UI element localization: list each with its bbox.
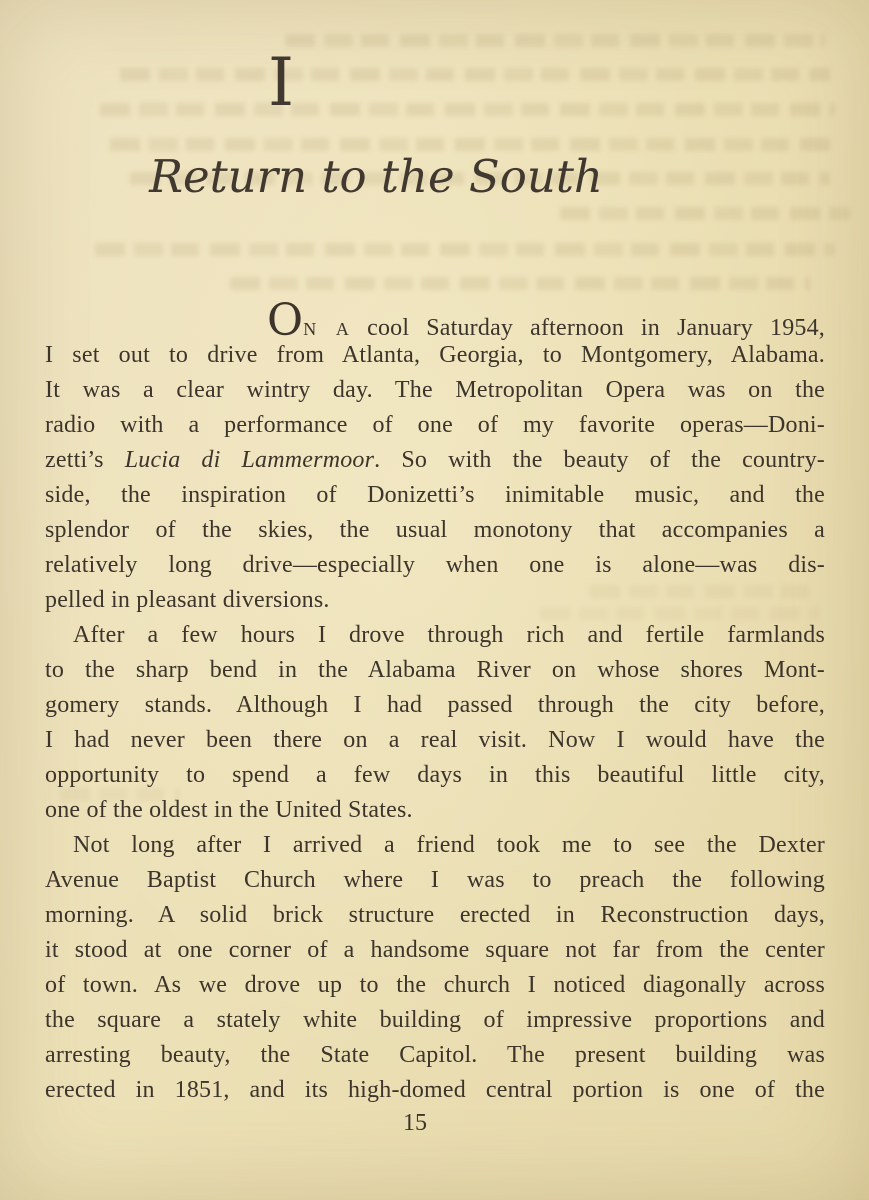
text-segment: I had never been there on a real visit. Now I would have the (45, 727, 825, 753)
text-line (45, 583, 825, 618)
bleed-through-line (230, 277, 810, 290)
text-segment: arresting beauty, the State Capitol. The present building was (45, 1042, 825, 1068)
text-line (45, 933, 825, 968)
text-line (45, 968, 825, 1003)
text-line (45, 618, 825, 653)
drop-initial: O (267, 295, 304, 346)
text-segment: gomery stands. Although I had passed through the city before, (45, 692, 825, 718)
italic-text: Lucia di Lammermoor (124, 447, 375, 473)
text-line (45, 1003, 825, 1038)
bleed-through-line (285, 34, 825, 47)
text-line (45, 793, 825, 828)
text-line (45, 548, 825, 583)
page-number: 15 (403, 1110, 427, 1136)
text-segment: Avenue Baptist Church where I was to preach the following (45, 867, 825, 893)
text-segment: After a few hours I drove through rich and fertile farmlands (73, 622, 825, 648)
text-segment: radio with a performance of one of my favorite operas—Doni- (45, 412, 825, 438)
text-segment: pelled in pleasant diversions. (45, 587, 330, 613)
text-segment: zetti’s (45, 447, 125, 473)
text-line (45, 1038, 825, 1073)
text-line (45, 373, 825, 408)
text-line (45, 1073, 825, 1108)
text-segment: cool Saturday afternoon in January 1954, (350, 315, 825, 341)
text-line (45, 688, 825, 723)
bleed-through-line (95, 243, 835, 256)
text-line (45, 653, 825, 688)
chapter-numeral: I (267, 44, 295, 121)
bleed-through-line (560, 207, 850, 220)
text-segment: morning. A solid brick structure erected in Reconstruction days, (45, 902, 825, 928)
text-segment: I set out to drive from Atlanta, Georgia, to Montgomery, Alabama. (45, 342, 825, 368)
text-line (45, 443, 825, 478)
text-line (45, 898, 825, 933)
chapter-title: Return to the South (149, 150, 603, 203)
text-segment: it stood at one corner of a handsome square not far from the center (45, 937, 825, 963)
text-line (45, 295, 825, 346)
text-segment: It was a clear wintry day. The Metropolitan Opera was on the (45, 377, 825, 403)
small-caps-text: n a (303, 314, 351, 341)
text-segment: to the sharp bend in the Alabama River on whose shores Mont- (45, 657, 825, 683)
text-segment: opportunity to spend a few days in this beautiful little city, (45, 762, 825, 788)
text-line (45, 478, 825, 513)
text-segment: erected in 1851, and its high-domed central portion is one of the (45, 1077, 825, 1103)
text-line (45, 513, 825, 548)
text-line (45, 863, 825, 898)
text-segment: one of the oldest in the United States. (45, 797, 413, 823)
text-line (45, 758, 825, 793)
text-line (45, 338, 825, 373)
text-line (45, 408, 825, 443)
text-line (45, 828, 825, 863)
text-segment: . So with the beauty of the country- (374, 447, 825, 473)
body-text (45, 295, 825, 1108)
text-segment: Not long after I arrived a friend took me to see the Dexter (73, 832, 825, 858)
text-segment: relatively long drive—especially when one is alone—was dis- (45, 552, 825, 578)
text-segment: side, the inspiration of Donizetti’s inimitable music, and the (45, 482, 825, 508)
text-line (45, 723, 825, 758)
text-segment: splendor of the skies, the usual monotony that accompanies a (45, 517, 825, 543)
text-segment: the square a stately white building of impressive proportions and (45, 1007, 825, 1033)
text-segment: of town. As we drove up to the church I noticed diagonally across (45, 972, 825, 998)
